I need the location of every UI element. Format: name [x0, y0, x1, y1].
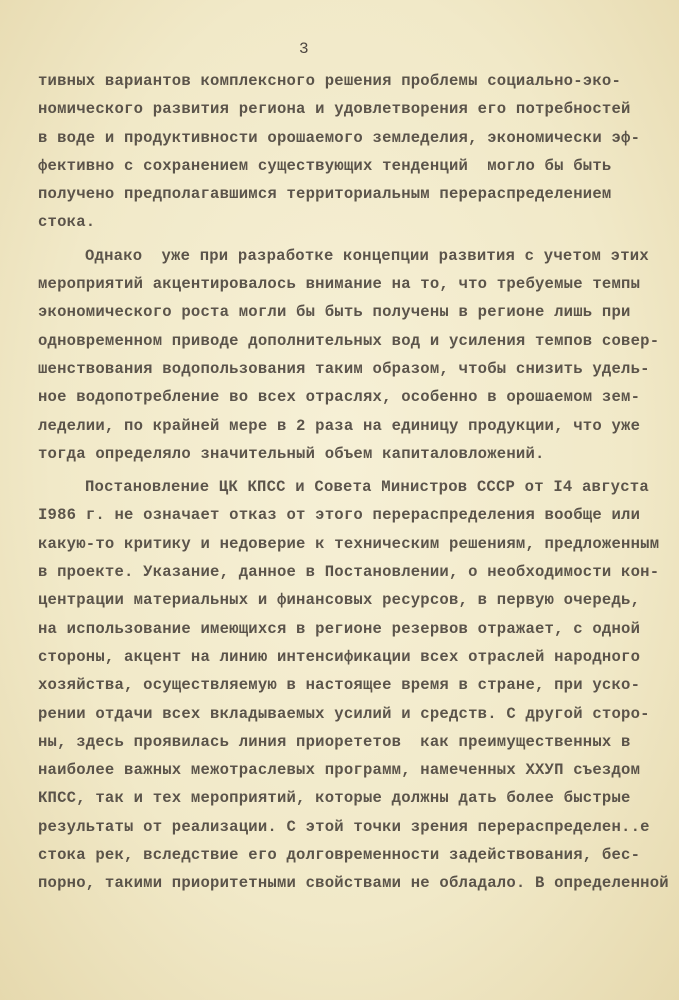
text-line: какую-то критику и недоверие к техническим решениям, предложенным: [38, 534, 660, 553]
text-line: КПСС, так и тех мероприятий, которые должны дать более быстрые: [38, 789, 631, 808]
text-line: на использование имеющихся в регионе резервов отражает, с одной: [38, 619, 641, 638]
text-line: фективно с сохранением существующих тенденций могло бы быть: [38, 156, 612, 175]
text-line: I986 г. не означает отказ от этого перераспределения вообще или: [38, 506, 641, 525]
text-line: стороны, акцент на линию интенсификации всех отраслей народного: [38, 647, 641, 666]
text-line: тогда определяло значительный объем капиталовложений.: [38, 444, 545, 463]
text-line: в проекте. Указание, данное в Постановлении, о необходимости кон-: [38, 563, 660, 582]
text-line: рении отдачи всех вкладываемых усилий и средств. С другой сторо-: [38, 704, 650, 723]
text-line: Постановление ЦК КПСС и Совета Министров СССР от I4 августа: [85, 478, 649, 497]
page-number: 3: [299, 40, 309, 58]
document-body: [38, 67, 668, 903]
text-line: порно, такими приоритетными свойствами не обладало. В определенной: [38, 874, 669, 893]
text-line: получено предполагавшимся территориальным перераспределением: [38, 185, 612, 204]
text-line: ны, здесь проявилась линия приорететов как преимущественных в: [38, 732, 631, 751]
text-line: Однако уже при разработке концепции развития с учетом этих: [85, 246, 649, 265]
paragraph-1: [38, 67, 668, 237]
text-line: ное водопотребление во всех отраслях, особенно в орошаемом зем-: [38, 388, 641, 407]
paragraph-3: [38, 473, 668, 897]
text-line: стока рек, вследствие его долговременности задействования, бес-: [38, 846, 641, 865]
text-line: леделии, по крайней мере в 2 раза на единицу продукции, что уже: [38, 416, 641, 435]
text-line: стока.: [38, 213, 96, 232]
text-line: наиболее важных межотраслевых программ, намеченных ХХУП съездом: [38, 761, 641, 780]
text-line: экономического роста могли бы быть получены в регионе лишь при: [38, 303, 631, 322]
text-line: хозяйства, осуществляемую в настоящее время в стране, при уско-: [38, 676, 641, 695]
text-line: центрации материальных и финансовых ресурсов, в первую очередь,: [38, 591, 641, 610]
text-line: результаты от реализации. С этой точки зрения перераспределен..е: [38, 817, 650, 836]
text-line: шенствования водопользования таким образом, чтобы снизить удель-: [38, 359, 650, 378]
text-line: одновременном приводе дополнительных вод и усиления темпов совер-: [38, 331, 660, 350]
text-line: в воде и продуктивности орошаемого земледелия, экономически эф-: [38, 128, 641, 147]
text-line: тивных вариантов комплексного решения проблемы социально-эко-: [38, 72, 622, 90]
paragraph-2: [38, 242, 668, 468]
text-line: мероприятий акцентировалось внимание на то, что требуемые темпы: [38, 275, 641, 294]
text-line: номического развития региона и удовлетворения его потребностей: [38, 100, 631, 119]
